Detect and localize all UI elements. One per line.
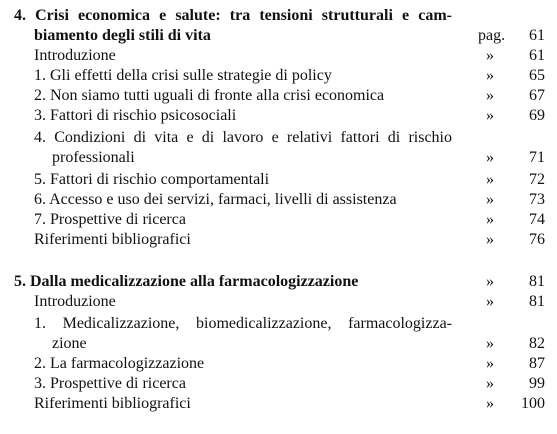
ditto-mark: » <box>486 231 494 248</box>
ditto-mark: » <box>486 293 494 310</box>
entry-title-line-2: zione <box>52 335 87 352</box>
entry-title-line-1: 1. Medicalizzazione, biomedicalizzazione, farmacologizza- <box>34 315 452 332</box>
entry-title: 6. Accesso e uso dei servizi, farmaci, livelli di assistenza <box>34 191 397 208</box>
page-number: 81 <box>529 273 545 290</box>
entry-title: 3. Prospettive di ricerca <box>34 375 186 392</box>
toc-entry[interactable] <box>0 106 557 126</box>
ditto-mark: » <box>486 335 494 352</box>
ditto-mark: » <box>486 107 494 124</box>
ditto-mark: » <box>486 67 494 84</box>
toc-entry[interactable] <box>0 354 557 374</box>
page-number: 82 <box>529 335 545 352</box>
toc-entry-continued[interactable] <box>0 334 557 354</box>
chapter-heading-continued <box>0 26 557 46</box>
entry-title: Riferimenti bibliografici <box>34 231 191 248</box>
entry-title: 2. Non siamo tutti uguali di fronte alla crisi economica <box>34 87 385 104</box>
ditto-mark: » <box>486 273 494 290</box>
chapter-title-line-1: 4. Crisi economica e salute: tra tensioni strutturali e cam- <box>14 7 452 24</box>
ditto-mark: » <box>486 47 494 64</box>
page-number: 61 <box>529 47 545 64</box>
toc-entry[interactable] <box>0 374 557 394</box>
toc-entry[interactable] <box>0 86 557 106</box>
page-number: 73 <box>529 191 545 208</box>
page-number: 76 <box>529 231 545 248</box>
page-number: 100 <box>521 395 545 412</box>
entry-title: 1. Gli effetti della crisi sulle strategie di policy <box>34 67 332 84</box>
entry-title: Introduzione <box>34 293 116 310</box>
pag-label: pag. <box>478 27 506 44</box>
entry-title: 2. La farmacologizzazione <box>34 355 205 372</box>
page-number: 71 <box>529 149 545 166</box>
toc-entry[interactable] <box>0 46 557 66</box>
entry-title: 7. Prospettive di ricerca <box>34 211 186 228</box>
chapter-heading <box>0 6 557 26</box>
ditto-mark: » <box>486 211 494 228</box>
ditto-mark: » <box>486 87 494 104</box>
toc-entry[interactable] <box>0 210 557 230</box>
toc-entry[interactable] <box>0 230 557 250</box>
chapter-title: 5. Dalla medicalizzazione alla farmacologizzazione <box>14 273 359 290</box>
page-number: 87 <box>529 355 545 372</box>
entry-title: 3. Fattori di rischio psicosociali <box>34 107 237 124</box>
entry-title: Introduzione <box>34 47 116 64</box>
toc-entry[interactable] <box>0 128 557 148</box>
ditto-mark: » <box>486 149 494 166</box>
ditto-mark: » <box>486 395 494 412</box>
page-number: 72 <box>529 171 545 188</box>
chapter-heading <box>0 272 557 292</box>
toc-entry[interactable] <box>0 190 557 210</box>
ditto-mark: » <box>486 355 494 372</box>
page-number: 69 <box>529 107 545 124</box>
page-number: 99 <box>529 375 545 392</box>
ditto-mark: » <box>486 171 494 188</box>
toc-entry[interactable] <box>0 314 557 334</box>
page-number: 65 <box>529 67 545 84</box>
toc-entry[interactable] <box>0 394 557 414</box>
entry-title: Riferimenti bibliografici <box>34 395 191 412</box>
toc-entry-continued[interactable] <box>0 148 557 168</box>
entry-title-line-2: professionali <box>52 149 135 166</box>
entry-title-line-1: 4. Condizioni di vita e di lavoro e relativi fattori di rischio <box>34 129 452 146</box>
entry-title: 5. Fattori di rischio comportamentali <box>34 171 270 188</box>
page-number: 74 <box>529 211 545 228</box>
page-number: 81 <box>529 293 545 310</box>
ditto-mark: » <box>486 191 494 208</box>
chapter-title-line-2: biamento degli stili di vita <box>34 27 211 44</box>
ditto-mark: » <box>486 375 494 392</box>
page-number: 61 <box>529 27 545 44</box>
toc-entry[interactable] <box>0 170 557 190</box>
page-number: 67 <box>529 87 545 104</box>
toc-entry[interactable] <box>0 66 557 86</box>
toc-entry[interactable] <box>0 292 557 312</box>
